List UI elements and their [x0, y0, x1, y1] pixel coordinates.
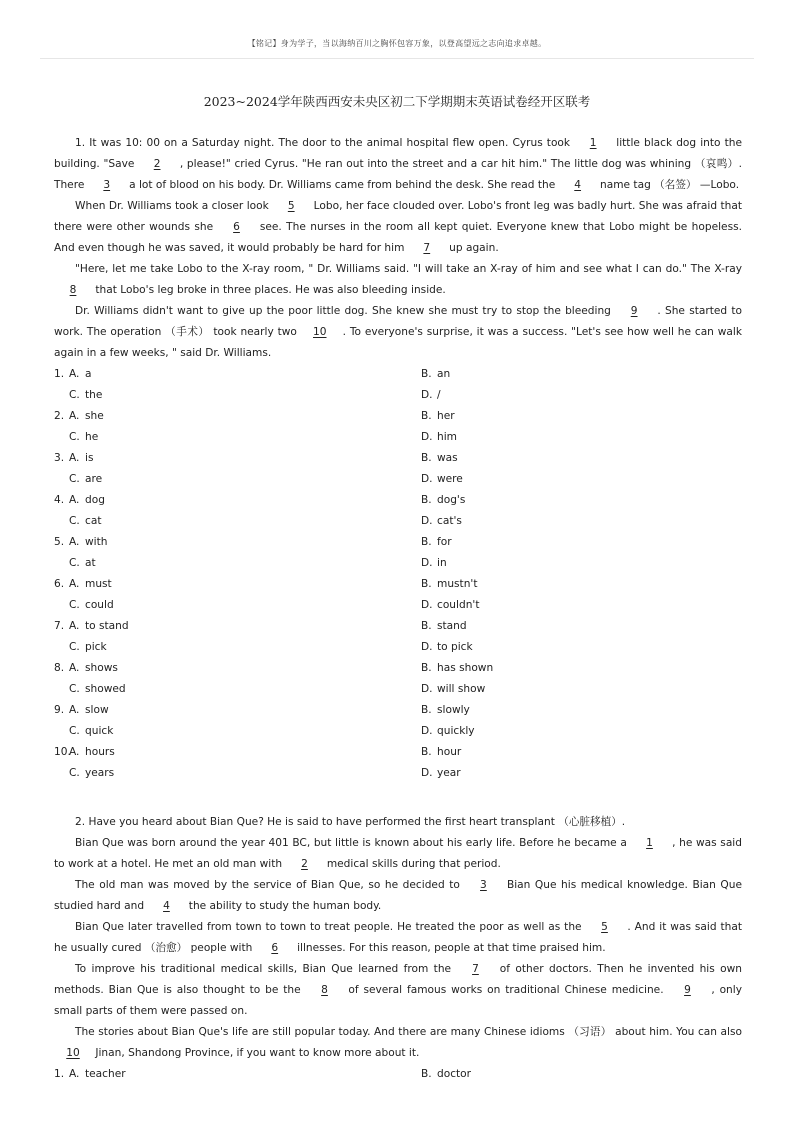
question-number	[406, 469, 421, 490]
question-number	[406, 679, 421, 700]
question-number	[406, 616, 421, 637]
question-number	[406, 574, 421, 595]
option-letter: D.	[421, 389, 433, 401]
option-d: quickly	[437, 725, 475, 737]
option-a: hours	[85, 746, 115, 758]
question-number: 5.	[54, 536, 65, 548]
question-number	[406, 385, 421, 406]
text: 1. It was 10: 00 on a Saturday night. The door to the animal hospital flew open. Cyrus took	[75, 137, 575, 149]
option-row	[54, 658, 742, 679]
option-letter: A.	[69, 578, 80, 590]
option-row	[54, 637, 742, 658]
question-number	[406, 742, 421, 763]
question-number	[406, 700, 421, 721]
question-number	[54, 553, 69, 574]
option-b: has shown	[437, 662, 494, 674]
option-row	[54, 616, 742, 637]
option-row	[54, 700, 742, 721]
blank-2: 2	[301, 858, 308, 870]
question-number: 10.	[54, 746, 71, 758]
question-number: 3.	[54, 452, 65, 464]
option-row	[54, 595, 742, 616]
option-a: to stand	[85, 620, 129, 632]
option-letter: D.	[421, 641, 433, 653]
question-number	[406, 658, 421, 679]
text: . She started to work. The operation （手术） took nearly two	[54, 305, 742, 338]
text: Bian Que was born around the year 401 BC, but little is known about his early life. Before he became a	[75, 837, 631, 849]
exam-content	[54, 133, 742, 1085]
question-number	[54, 679, 69, 700]
option-letter: C.	[69, 431, 80, 443]
option-letter: C.	[69, 557, 80, 569]
option-letter: D.	[421, 683, 433, 695]
question-number	[406, 1064, 421, 1085]
blank-7: 7	[423, 242, 431, 254]
blank-10: 10	[313, 326, 327, 338]
q2-paragraph-3	[54, 875, 742, 917]
text: up again.	[445, 242, 499, 254]
option-letter: B.	[421, 452, 432, 464]
text: Lobo, her face clouded over. Lobo's front leg was badly hurt. She was afraid that there were other wounds she	[54, 200, 742, 233]
option-letter: C.	[69, 515, 80, 527]
option-row	[54, 1064, 742, 1085]
text: . And it was said that he usually cured （治愈） people with	[54, 921, 742, 954]
blank-9: 9	[684, 984, 691, 996]
text: , only small parts of them were passed on.	[54, 984, 742, 1017]
question-number	[406, 427, 421, 448]
option-a: she	[85, 410, 104, 422]
question-number: 9.	[54, 704, 65, 716]
text: Bian Que later travelled from town to town to treat people. He treated the poor as well as the	[75, 921, 586, 933]
text: the ability to study the human body.	[185, 900, 382, 912]
option-b: dog's	[437, 494, 466, 506]
option-b: was	[437, 452, 458, 464]
option-b: stand	[437, 620, 467, 632]
option-letter: B.	[421, 536, 432, 548]
option-row	[54, 427, 742, 448]
option-a: is	[85, 452, 94, 464]
text: name tag （名签） —Lobo.	[596, 179, 740, 191]
option-letter: D.	[421, 599, 433, 611]
text: Jinan, Shandong Province, if you want to know more about it.	[92, 1047, 420, 1059]
option-d: him	[437, 431, 457, 443]
option-letter: A.	[69, 494, 80, 506]
text: 2. Have you heard about Bian Que? He is said to have performed the first heart transplant （心脏移植）.	[75, 816, 626, 828]
q1-paragraph-4	[54, 301, 742, 364]
option-letter: A.	[69, 452, 80, 464]
option-d: cat's	[437, 515, 462, 527]
q1-options	[54, 364, 742, 784]
question-number	[54, 469, 69, 490]
header-motto: 【铭记】身为学子，当以海纳百川之胸怀包容万象，以登高望远之志向追求卓越。	[247, 39, 547, 48]
question-number	[406, 637, 421, 658]
blank-8: 8	[69, 284, 77, 296]
question-number: 8.	[54, 662, 65, 674]
blank-1: 1	[589, 137, 597, 149]
text: "Here, let me take Lobo to the X-ray room, " Dr. Williams said. "I will take an X-ray of him and see what I can do." The X-ray	[75, 263, 742, 275]
text: , he was said to work at a hotel. He met an old man with	[54, 837, 742, 870]
blank-8: 8	[321, 984, 328, 996]
option-a: a	[85, 368, 92, 380]
option-c: pick	[85, 641, 107, 653]
blank-4: 4	[163, 900, 170, 912]
option-letter: C.	[69, 641, 80, 653]
option-a: with	[85, 536, 108, 548]
question-number	[54, 427, 69, 448]
option-letter: B.	[421, 368, 432, 380]
option-letter: A.	[69, 704, 80, 716]
option-b: an	[437, 368, 451, 380]
option-c: quick	[85, 725, 114, 737]
text: a lot of blood on his body. Dr. Williams came from behind the desk. She read the	[125, 179, 559, 191]
question-number	[406, 553, 421, 574]
option-letter: D.	[421, 725, 433, 737]
option-d: /	[437, 389, 441, 401]
option-letter: A.	[69, 1068, 80, 1080]
option-d: were	[437, 473, 463, 485]
option-letter: D.	[421, 557, 433, 569]
question-number	[406, 511, 421, 532]
option-b: slowly	[437, 704, 470, 716]
option-a: teacher	[85, 1068, 126, 1080]
option-c: showed	[85, 683, 126, 695]
text: The stories about Bian Que's life are still popular today. And there are many Chinese idioms （习语） about him. You can also	[75, 1026, 742, 1038]
option-row	[54, 448, 742, 469]
q2-paragraph-4	[54, 917, 742, 959]
text: see. The nurses in the room all kept quiet. Everyone knew that Lobo might be hopeless. And even though he was saved, it would probably be hard for him	[54, 221, 742, 254]
option-letter: A.	[69, 746, 80, 758]
option-letter: A.	[69, 662, 80, 674]
option-c: could	[85, 599, 114, 611]
option-letter: C.	[69, 683, 80, 695]
question-number	[406, 364, 421, 385]
question-number	[54, 637, 69, 658]
blank-10: 10	[66, 1047, 80, 1059]
option-letter: D.	[421, 767, 433, 779]
option-letter: B.	[421, 746, 432, 758]
option-d: in	[437, 557, 447, 569]
blank-3: 3	[103, 179, 111, 191]
option-letter: A.	[69, 620, 80, 632]
option-c: he	[85, 431, 99, 443]
q1-paragraph-3	[54, 259, 742, 301]
question-number: 6.	[54, 578, 65, 590]
blank-2: 2	[153, 158, 161, 170]
option-letter: B.	[421, 620, 432, 632]
option-d: year	[437, 767, 461, 779]
question-number: 1.	[54, 368, 65, 380]
option-letter: C.	[69, 767, 80, 779]
text: When Dr. Williams took a closer look	[75, 200, 273, 212]
q2-paragraph-5	[54, 959, 742, 1022]
option-letter: B.	[421, 410, 432, 422]
option-letter: C.	[69, 599, 80, 611]
option-row	[54, 532, 742, 553]
question-number	[54, 763, 69, 784]
option-a: must	[85, 578, 112, 590]
blank-7: 7	[472, 963, 479, 975]
text: Bian Que his medical knowledge. Bian Que studied hard and	[54, 879, 742, 912]
question-number	[406, 532, 421, 553]
header-divider	[40, 58, 754, 59]
option-a: dog	[85, 494, 105, 506]
question-number	[54, 511, 69, 532]
option-letter: D.	[421, 515, 433, 527]
option-c: cat	[85, 515, 102, 527]
option-b: hour	[437, 746, 462, 758]
option-d: to pick	[437, 641, 473, 653]
option-b: her	[437, 410, 455, 422]
option-b: mustn't	[437, 578, 478, 590]
text: illnesses. For this reason, people at that time praised him.	[293, 942, 606, 954]
option-c: are	[85, 473, 103, 485]
option-letter: B.	[421, 578, 432, 590]
text: , please!" cried Cyrus. "He ran out into the street and a car hit him." The little dog was whining （哀鸣）. There	[54, 158, 742, 191]
option-row	[54, 469, 742, 490]
question-number	[406, 490, 421, 511]
blank-3: 3	[480, 879, 487, 891]
option-row	[54, 406, 742, 427]
text: that Lobo's leg broke in three places. He was also bleeding inside.	[92, 284, 446, 296]
blank-6: 6	[233, 221, 240, 233]
option-d: couldn't	[437, 599, 480, 611]
option-row	[54, 385, 742, 406]
text: of several famous works on traditional Chinese medicine.	[343, 984, 669, 996]
option-b: for	[437, 536, 452, 548]
option-row	[54, 364, 742, 385]
option-letter: A.	[69, 536, 80, 548]
question-number	[406, 406, 421, 427]
blank-9: 9	[630, 305, 638, 317]
option-row	[54, 511, 742, 532]
question-number	[406, 763, 421, 784]
option-c: the	[85, 389, 103, 401]
option-letter: B.	[421, 704, 432, 716]
option-row	[54, 553, 742, 574]
text: Dr. Williams didn't want to give up the poor little dog. She knew she must try to stop the bleeding	[75, 305, 616, 317]
question-number: 1.	[54, 1068, 65, 1080]
text: medical skills during that period.	[323, 858, 501, 870]
blank-1: 1	[646, 837, 653, 849]
blank-5: 5	[287, 200, 295, 212]
q1-paragraph-1	[54, 133, 742, 196]
text: . To everyone's surprise, it was a success. "Let's see how well he can walk again in a few weeks, " said Dr. Williams.	[54, 326, 742, 359]
q2-paragraph-6	[54, 1022, 742, 1064]
option-letter: B.	[421, 494, 432, 506]
option-letter: A.	[69, 410, 80, 422]
option-letter: D.	[421, 473, 433, 485]
option-letter: A.	[69, 368, 80, 380]
option-letter: B.	[421, 662, 432, 674]
option-c: at	[85, 557, 96, 569]
question-number: 4.	[54, 494, 65, 506]
option-d: will show	[437, 683, 486, 695]
q2-options	[54, 1064, 742, 1085]
option-row	[54, 742, 742, 763]
q2-paragraph-2	[54, 833, 742, 875]
text: To improve his traditional medical skills, Bian Que learned from the	[75, 963, 457, 975]
blank-4: 4	[574, 179, 582, 191]
text: of other doctors. Then he invented his own methods. Bian Que is also thought to be the	[54, 963, 742, 996]
question-number	[54, 385, 69, 406]
question-number	[406, 448, 421, 469]
question-number	[406, 721, 421, 742]
option-letter: C.	[69, 725, 80, 737]
option-row	[54, 763, 742, 784]
option-row	[54, 679, 742, 700]
question-number: 7.	[54, 620, 65, 632]
text: little black dog into the building. "Save	[54, 137, 742, 170]
option-a: shows	[85, 662, 118, 674]
option-row	[54, 574, 742, 595]
option-row	[54, 721, 742, 742]
question-number: 2.	[54, 410, 65, 422]
question-number	[54, 595, 69, 616]
blank-6: 6	[271, 942, 279, 954]
question-number	[54, 721, 69, 742]
option-a: slow	[85, 704, 109, 716]
q2-paragraph-1	[54, 812, 742, 833]
option-letter: C.	[69, 389, 80, 401]
question-number	[406, 595, 421, 616]
option-b: doctor	[437, 1068, 472, 1080]
option-letter: C.	[69, 473, 80, 485]
page-title: 2023~2024学年陕西西安未央区初二下学期期末英语试卷经开区联考	[203, 94, 591, 109]
option-letter: B.	[421, 1068, 432, 1080]
blank-5: 5	[601, 921, 608, 933]
option-letter: D.	[421, 431, 433, 443]
option-row	[54, 490, 742, 511]
option-c: years	[85, 767, 115, 779]
text: The old man was moved by the service of Bian Que, so he decided to	[75, 879, 465, 891]
q1-paragraph-2	[54, 196, 742, 259]
